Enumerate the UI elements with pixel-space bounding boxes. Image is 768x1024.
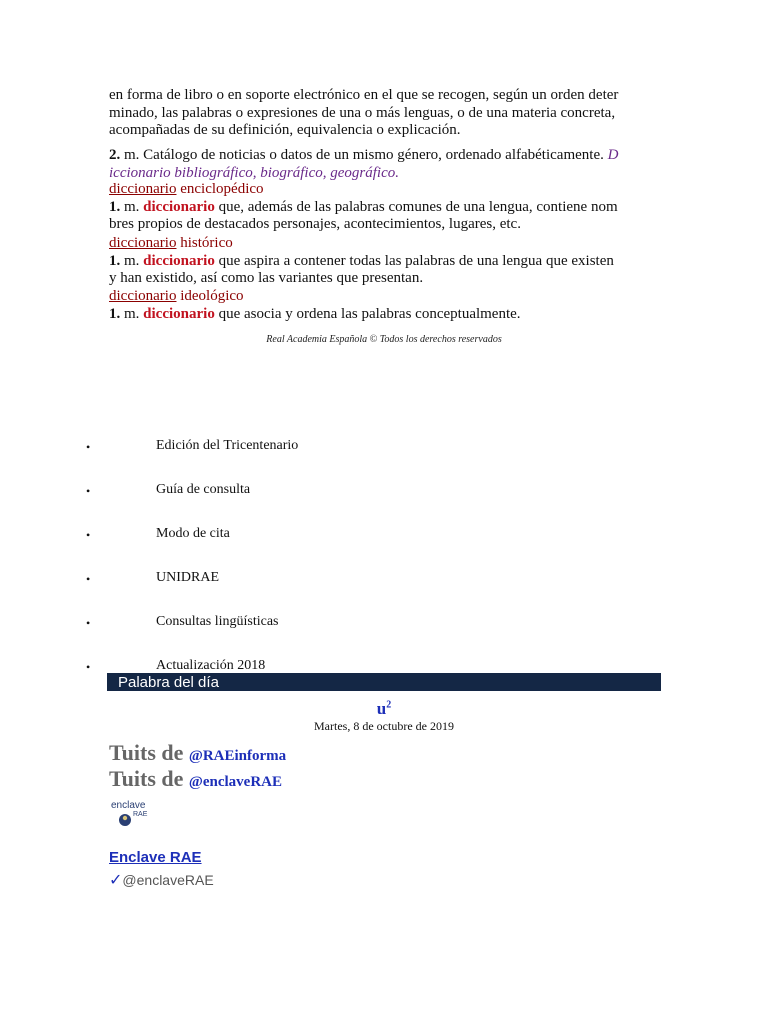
bullet-icon: • — [86, 660, 91, 674]
sense-pos: m. — [120, 306, 144, 322]
entry-head-link[interactable]: diccionario — [109, 288, 177, 304]
logo-graphic — [109, 798, 155, 832]
sense-number: 1. — [109, 253, 121, 269]
sense-text: que aspira a contener todas las palabras de una lengua que existen — [214, 253, 614, 269]
sense-number: 1. — [109, 199, 121, 215]
sense-example: D iccionario bibliográfico, biográfico, geográfico. — [109, 147, 619, 181]
entry-heading-ideologico[interactable] — [109, 287, 661, 305]
enclave-rae-link[interactable]: Enclave RAE — [109, 849, 202, 866]
crest-crown — [123, 816, 127, 820]
entry-heading-historico[interactable] — [109, 234, 661, 252]
nav-item-guia[interactable]: Guía de consulta — [156, 482, 251, 497]
entry-head-link[interactable]: diccionario — [109, 235, 177, 251]
twitter-handle-link[interactable]: @enclaveRAE — [188, 774, 282, 790]
nav-item-unidrae[interactable]: UNIDRAE — [156, 570, 219, 585]
sense-2 — [109, 146, 661, 182]
keyword: diccionario — [143, 253, 215, 269]
text-line: minado, las palabras o expresiones de una o más lenguas, o de una materia concreta, — [109, 105, 616, 121]
nav-item-tricentenario[interactable]: Edición del Tricentenario — [156, 438, 299, 453]
logo-text-line1: enclave — [111, 800, 146, 811]
nav-item-modo-cita[interactable]: Modo de cita — [156, 526, 230, 541]
word-of-day-header — [107, 673, 661, 691]
tweets-prefix: Tuits de — [109, 740, 189, 765]
entry-heading-enciclopedico[interactable] — [109, 180, 661, 198]
sense-text: que, además de las palabras comunes de una lengua, contiene nom — [214, 199, 618, 215]
entry-qualifier: ideológico — [176, 288, 244, 304]
verified-handle[interactable] — [109, 870, 214, 890]
nav-item-consultas[interactable]: Consultas lingüísticas — [156, 614, 279, 629]
word-of-day-sup: 2 — [386, 699, 392, 711]
text-line: acompañadas de su definición, equivalencia o explicación. — [109, 122, 461, 138]
handle-text[interactable]: @enclaveRAE — [122, 872, 214, 888]
text-line: bres propios de destacados personajes, acontecimientos, lugares, etc. — [109, 216, 521, 232]
word-of-day-date: Martes, 8 de octubre de 2019 — [314, 719, 454, 733]
twitter-handle-link[interactable]: @RAEinforma — [188, 748, 287, 764]
tweets-heading-enclaverae — [109, 766, 282, 792]
bullet-icon: • — [86, 528, 91, 542]
entry-qualifier: enciclopédico — [176, 181, 264, 197]
text-line: y han existido, así como las variantes que presentan. — [109, 270, 424, 286]
nav-item-actualizacion[interactable]: Actualización 2018 — [156, 658, 266, 673]
sense-text: que asocia y ordena las palabras conceptualmente. — [214, 306, 521, 322]
bullet-icon: • — [86, 572, 91, 586]
word-of-day-link[interactable] — [0, 699, 768, 719]
entry-qualifier: histórico — [176, 235, 233, 251]
entry-definition — [109, 305, 661, 323]
entry-definition — [109, 198, 661, 216]
logo-text-line2: RAE — [133, 811, 148, 818]
bullet-icon: • — [86, 440, 91, 454]
text-line: en forma de libro o en soporte electrónico en el que se recogen, según un orden deter — [109, 87, 619, 103]
sense-number: 1. — [109, 306, 121, 322]
bullet-icon: • — [86, 616, 91, 630]
word-of-day-title: Palabra del día — [118, 674, 219, 691]
word-of-day-word[interactable]: u — [376, 699, 387, 718]
enclave-rae-logo[interactable] — [109, 798, 155, 832]
entry-definition — [109, 252, 661, 270]
keyword: diccionario — [143, 306, 215, 322]
sense-pos: m. — [120, 253, 144, 269]
keyword: diccionario — [143, 199, 215, 215]
sense-number: 2. — [109, 147, 121, 163]
sense-pos: m. — [120, 199, 144, 215]
verified-check-icon: ✓ — [109, 872, 123, 889]
sense-text: m. Catálogo de noticias o datos de un mismo género, ordenado alfabéticamente. — [120, 147, 608, 163]
tweets-heading-raeinforma — [109, 740, 286, 766]
tweets-prefix: Tuits de — [109, 766, 189, 791]
bullet-icon: • — [86, 484, 91, 498]
copyright-notice: Real Academia Española © Todos los derechos reservados — [266, 334, 502, 345]
entry-head-link[interactable]: diccionario — [109, 181, 177, 197]
